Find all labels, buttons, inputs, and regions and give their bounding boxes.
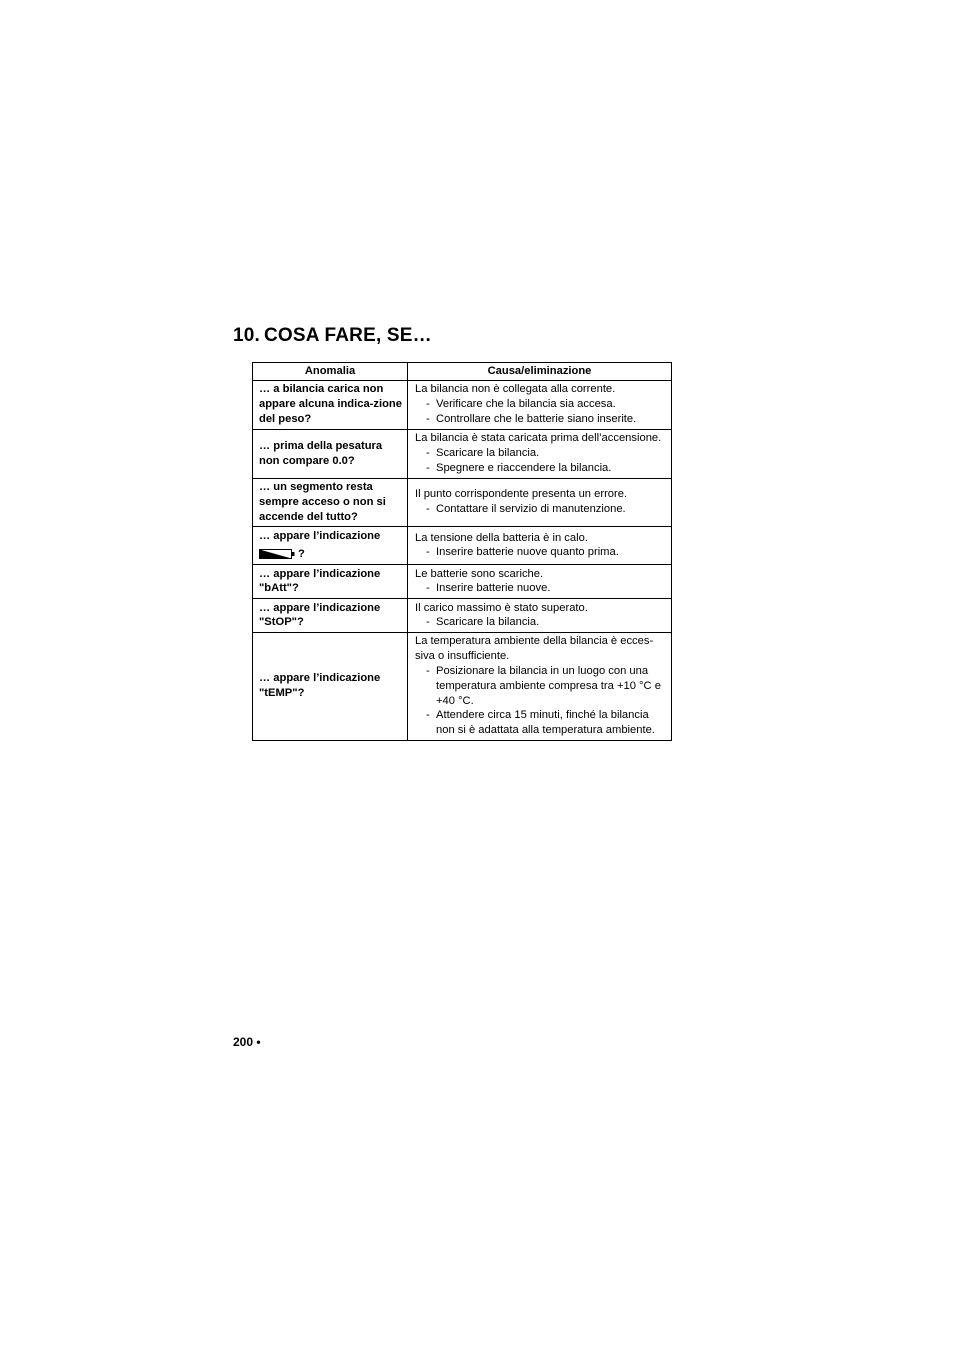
remedy-list [415, 545, 670, 560]
remedy-step: - Posizionare la bilancia in un luogo con una temperatura ambiente compresa tra +10 °C e +40 °C. [415, 664, 670, 708]
problem-cell: … prima della pesatura non compare 0.0? [253, 430, 408, 479]
cause-cell [408, 430, 672, 479]
remedy-step: - Inserire batterie nuove quanto prima. [415, 545, 670, 560]
table-row [253, 633, 672, 741]
cause-cell [408, 527, 672, 565]
table-row [253, 479, 672, 527]
cause-cell [408, 633, 672, 741]
cause-text: La bilancia è stata caricata prima dell’accensione. [415, 432, 662, 445]
problem-cell: … a bilancia carica non appare alcuna indica-zione del peso? [253, 381, 408, 430]
problem-suffix: ? [298, 547, 305, 560]
problem-cell: … un segmento resta sempre acceso o non si accende del tutto? [253, 479, 408, 527]
remedy-step: - Scaricare la bilancia. [415, 615, 670, 630]
remedy-list [415, 502, 670, 517]
section-title: COSA FARE, SE… [264, 325, 432, 346]
remedy-list [415, 615, 670, 630]
column-header-causa: Causa/eliminazione [408, 363, 672, 381]
cause-cell [408, 565, 672, 599]
remedy-step: - Inserire batterie nuove. [415, 581, 670, 596]
table-row [253, 381, 672, 430]
remedy-list [415, 664, 670, 738]
table-row [253, 565, 672, 599]
page-number: 200 • [233, 1035, 261, 1049]
cause-text: Le batterie sono scariche. [415, 567, 544, 580]
table-header-row [253, 363, 672, 381]
remedy-list [415, 397, 670, 427]
remedy-list [415, 581, 670, 596]
table-row [253, 599, 672, 633]
cause-text: Il punto corrispondente presenta un errore. [415, 488, 628, 501]
problem-cell: … appare l’indicazione "bAtt"? [253, 565, 408, 599]
remedy-step: - Contattare il servizio di manutenzione. [415, 502, 670, 517]
section-number: 10. [233, 325, 261, 346]
table-row [253, 430, 672, 479]
remedy-step: - Verificare che la bilancia sia accesa. [415, 397, 670, 412]
problem-cell [253, 527, 408, 565]
cause-text: La bilancia non è collegata alla corrente. [415, 383, 616, 396]
cause-text: Il carico massimo è stato superato. [415, 601, 588, 614]
cause-cell [408, 599, 672, 633]
troubleshooting-table [252, 362, 672, 741]
battery-low-icon [259, 549, 295, 559]
problem-cell: … appare l’indicazione "tEMP"? [253, 633, 408, 741]
remedy-step: - Controllare che le batterie siano inserite. [415, 412, 670, 427]
column-header-anomalia: Anomalia [253, 363, 408, 381]
remedy-list [415, 446, 670, 476]
cause-text: La temperatura ambiente della bilancia è ecces-siva o insufficiente. [415, 635, 654, 663]
cause-cell [408, 381, 672, 430]
remedy-step: - Spegnere e riaccendere la bilancia. [415, 461, 670, 476]
table-row [253, 527, 672, 565]
section-heading [233, 325, 432, 347]
remedy-step: - Scaricare la bilancia. [415, 446, 670, 461]
problem-text: … appare l’indicazione [259, 530, 381, 543]
cause-cell [408, 479, 672, 527]
remedy-step: - Attendere circa 15 minuti, finché la bilancia non si è adattata alla temperatura ambiente. [415, 708, 670, 738]
cause-text: La tensione della batteria è in calo. [415, 531, 588, 544]
problem-cell: … appare l’indicazione "StOP"? [253, 599, 408, 633]
